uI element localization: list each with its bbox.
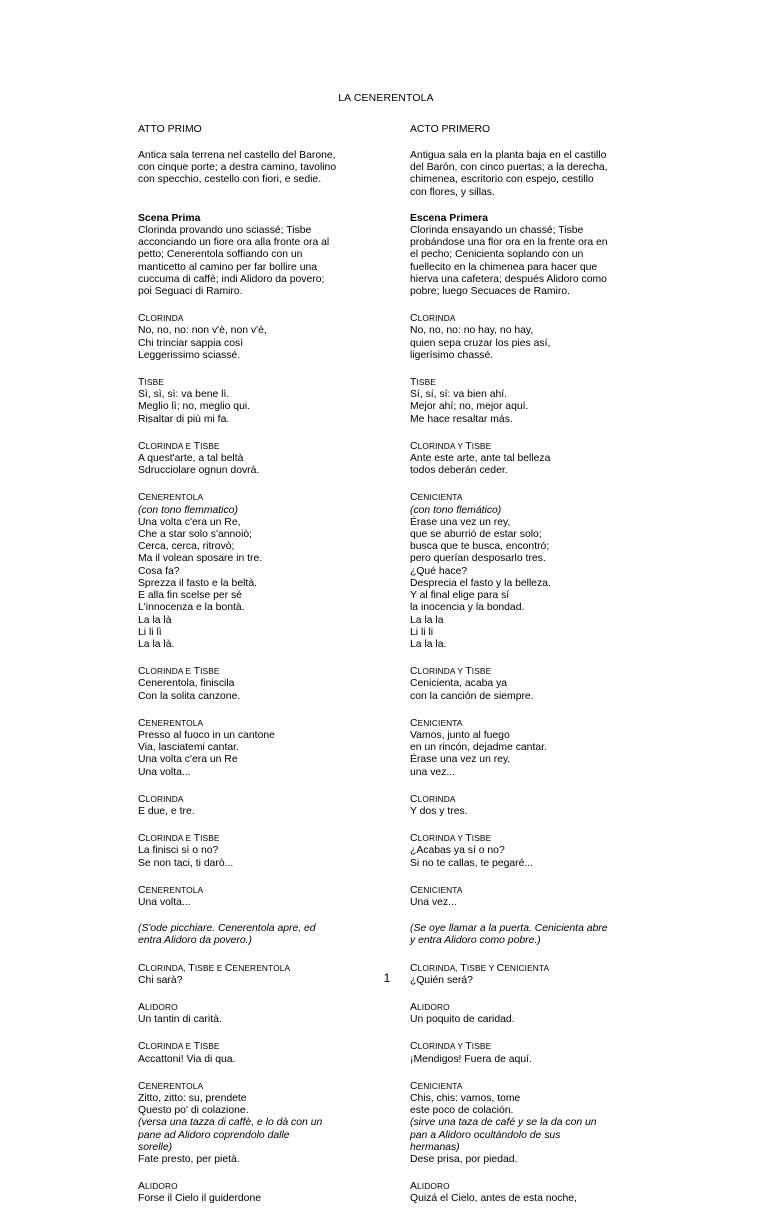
text-line: Via, lasciatemi cantar.	[138, 742, 239, 754]
text-line: La la la.	[410, 638, 447, 650]
spanish-column	[410, 491, 635, 651]
page-number: 1	[383, 971, 391, 985]
italian-column	[138, 213, 358, 298]
speaker-name: CLORINDA, TISBE Y CENICIENTA	[410, 962, 550, 974]
spanish-column	[410, 1001, 635, 1026]
text-line: Antigua sala en la planta baja en el castillo	[410, 150, 607, 161]
text-line: Risaltar di più mi fa.	[138, 413, 230, 425]
spanish-column	[410, 884, 635, 909]
text-line: Sì, sì, sì: va bene lì.	[138, 389, 230, 401]
speaker-name: CENERENTOLA	[138, 717, 204, 729]
libretto-row	[0, 1040, 768, 1065]
italian-column	[138, 491, 358, 651]
text-line: Ante este arte, ante tal belleza	[410, 453, 551, 465]
libretto-row	[0, 923, 768, 947]
stage-direction: hermanas)	[410, 1141, 460, 1153]
italian-column	[138, 717, 358, 779]
speaker-name: CLORINDA Y TISBE	[410, 1041, 492, 1053]
text-line: Cerca, cerca, ritrovò;	[138, 541, 235, 553]
text-line: Sdrucciolare ognun dovrà.	[138, 465, 260, 477]
italian-column	[138, 376, 358, 426]
speaker-name: CLORINDA E TISBE	[138, 440, 220, 452]
text-line: A quest'arte, a tal beltà	[138, 453, 244, 465]
speaker-name: ALIDORO	[138, 1181, 178, 1193]
speaker-name: CENICIENTA	[410, 492, 463, 504]
text-line: Li li li	[410, 626, 434, 638]
stage-direction: y entra Alidoro como pobre.)	[410, 935, 541, 947]
speaker-name: TISBE	[410, 377, 436, 389]
libretto-row	[0, 376, 768, 426]
italian-column	[138, 923, 358, 947]
speaker-name: TISBE	[138, 377, 164, 389]
text-line: Fate presto, per pietà.	[138, 1154, 240, 1165]
spanish-column	[410, 150, 635, 199]
text-line: probándose una flor ora en la frente ora en	[410, 237, 608, 249]
speaker-name: CENICIENTA	[410, 717, 463, 729]
text-line: Una volta...	[138, 766, 191, 778]
text-line: cuccuma di caffè; indi Alidoro da povero;	[138, 273, 325, 285]
stage-direction: (sirve una taza de café y se la da con un	[410, 1117, 597, 1129]
text-line: Mejor ahí; no, mejor aquí.	[410, 401, 529, 413]
text-line: La la là.	[138, 638, 175, 650]
scene-heading: Escena Primera	[410, 212, 488, 224]
text-line: manticetto al camino per far bollire una	[138, 261, 318, 273]
text-line: ligerísimo chassé.	[410, 349, 494, 361]
speaker-name: CENICIENTA	[410, 884, 463, 896]
text-line: L'innocenza e la bontà.	[138, 602, 245, 614]
libretto-row	[0, 1080, 768, 1166]
text-line: No, no, no: non v'è, non v'è,	[138, 325, 267, 337]
text-line: poi Seguaci di Ramiro.	[138, 286, 243, 298]
text-line: Che a star solo s'annoiò;	[138, 529, 253, 541]
text-line: petto; Cenerentola soffiando con un	[138, 249, 303, 261]
text-line: quien sepa cruzar los pies así,	[410, 337, 551, 349]
text-line: una vez...	[410, 766, 456, 778]
act-heading-spanish: ACTO PRIMERO	[410, 124, 491, 135]
stage-direction: (con tono flemático)	[410, 504, 502, 516]
text-line: que se aburrió de estar solo;	[410, 529, 542, 541]
text-line: Dese prisa, por piedad.	[410, 1154, 518, 1165]
italian-column	[138, 1180, 358, 1205]
text-line: la inocencia y la bondad.	[410, 602, 525, 614]
text-line: Cenicienta, acaba ya	[410, 678, 508, 690]
scene-heading: Scena Prima	[138, 212, 201, 224]
text-line: chimenea, escritorio con espejo, cestillo	[410, 174, 594, 186]
text-line: este poco de colación.	[410, 1105, 514, 1117]
italian-column	[138, 1080, 358, 1166]
stage-direction: pan a Alidoro ocultándolo de sus	[410, 1129, 561, 1141]
text-line: con cinque porte; a destra camino, tavolino	[138, 162, 337, 174]
spanish-column	[410, 1040, 635, 1065]
text-line: con flores, y sillas.	[410, 186, 495, 198]
libretto-row	[0, 884, 768, 909]
italian-column	[138, 793, 358, 818]
spanish-column	[410, 1080, 635, 1166]
text-line: Zitto, zitto: su, prendete	[138, 1092, 247, 1104]
speaker-name: ALIDORO	[410, 1181, 450, 1193]
text-line: Desprecia el fasto y la belleza.	[410, 577, 551, 589]
speaker-name: ALIDORO	[410, 1001, 450, 1013]
text-line: Un poquito de caridad.	[410, 1014, 515, 1026]
text-line: Meglio lì; no, meglio qui.	[138, 401, 251, 413]
text-line: Un tantin di carità.	[138, 1014, 222, 1026]
italian-column	[138, 1040, 358, 1065]
text-line: Clorinda ensayando un chassé; Tisbe	[410, 225, 584, 237]
text-line: Sí, sí, sí: va bien ahí.	[410, 389, 508, 401]
text-line: Sprezza il fasto e la beltà.	[138, 577, 257, 589]
speaker-name: CLORINDA	[410, 793, 456, 805]
spanish-column	[410, 312, 635, 362]
stage-direction: (con tono flemmatico)	[138, 504, 238, 516]
text-line: Me hace resaltar más.	[410, 413, 513, 425]
text-line: Li li lì	[138, 626, 162, 638]
speaker-name: CLORINDA Y TISBE	[410, 666, 492, 678]
text-line: Se non taci, ti darò...	[138, 857, 234, 869]
speaker-name: CENERENTOLA	[138, 884, 204, 896]
text-line: ¡Mendigos! Fuera de aquí.	[410, 1053, 532, 1065]
text-line: con specchio, cestello con fiori, e sedie.	[138, 174, 322, 186]
text-line: Clorinda provando uno sciassé; Tisbe	[138, 225, 312, 237]
text-line: Questo po' di colazione.	[138, 1105, 249, 1117]
speaker-name: CLORINDA	[138, 313, 184, 325]
speaker-name: CENICIENTA	[410, 1080, 463, 1092]
speaker-name: CENERENTOLA	[138, 492, 204, 504]
text-line: ¿Qué hace?	[410, 565, 468, 577]
text-line: La finisci sì o no?	[138, 845, 219, 857]
text-line: Chi trinciar sappia così	[138, 337, 244, 349]
spanish-column	[410, 832, 635, 870]
spanish-column	[410, 793, 635, 818]
italian-column	[138, 440, 358, 478]
text-line: pero querían desposarlo tres.	[410, 553, 546, 565]
speaker-name: CLORINDA	[138, 793, 184, 805]
spanish-column	[410, 923, 635, 947]
speaker-name: CLORINDA E TISBE	[138, 833, 220, 845]
text-line: Cosa fa?	[138, 565, 180, 577]
text-line: Érase una vez un rey,	[410, 754, 511, 766]
text-line: Una volta c'era un Re,	[138, 516, 241, 528]
libretto-text	[0, 150, 768, 1220]
libretto-row	[0, 832, 768, 870]
text-line: Una volta...	[138, 896, 191, 908]
text-line: busca que te busca, encontró;	[410, 541, 550, 553]
spanish-column	[410, 213, 635, 298]
text-line: E alla fin scelse per sé	[138, 590, 242, 602]
speaker-name: CLORINDA Y TISBE	[410, 440, 492, 452]
libretto-row	[0, 717, 768, 779]
italian-column	[138, 150, 358, 199]
text-line: Chi sarà?	[138, 974, 183, 986]
text-line: Con la solita canzone.	[138, 690, 241, 702]
text-line: acconciando un fiore ora alla fronte ora al	[138, 237, 330, 249]
text-line: Leggerissimo sciassé.	[138, 349, 241, 361]
text-line: fuellecito en la chimenea para hacer que	[410, 261, 598, 273]
speaker-name: CLORINDA, TISBE E CENERENTOLA	[138, 962, 291, 974]
speaker-name: CLORINDA E TISBE	[138, 1041, 220, 1053]
italian-column	[138, 665, 358, 703]
italian-column	[138, 312, 358, 362]
speaker-name: CLORINDA	[410, 313, 456, 325]
stage-direction: (Se oye llamar a la puerta. Cenicienta abre	[410, 923, 608, 935]
libretto-row	[0, 1180, 768, 1205]
libretto-row	[0, 1001, 768, 1026]
libretto-row	[0, 440, 768, 478]
stage-direction: (versa una tazza di caffè, e lo dà con un	[138, 1117, 323, 1129]
spanish-column	[410, 1180, 635, 1205]
text-line: Ma il volean sposare in tre.	[138, 553, 263, 565]
text-line: La la là	[138, 614, 172, 626]
text-line: con la canción de siempre.	[410, 690, 534, 702]
spanish-column	[410, 440, 635, 478]
text-line: el pecho; Cenicienta soplando con un	[410, 249, 584, 261]
text-line: del Barón, con cinco puertas; a la derecha,	[410, 162, 608, 174]
text-line: Una volta c'era un Re	[138, 754, 238, 766]
italian-column	[138, 832, 358, 870]
text-line: Érase una vez un rey,	[410, 516, 511, 528]
text-line: hierva una cafetera; después Alidoro como	[410, 273, 607, 285]
libretto-row	[0, 665, 768, 703]
libretto-row	[0, 312, 768, 362]
spanish-column	[410, 665, 635, 703]
text-line: Y dos y tres.	[410, 805, 468, 817]
text-line: Presso al fuoco in un cantone	[138, 729, 275, 741]
libretto-row	[0, 491, 768, 651]
page-title: LA CENERENTOLA	[338, 93, 434, 104]
act-heading-italian: ATTO PRIMO	[138, 124, 202, 135]
italian-column	[138, 884, 358, 909]
text-line: pobre; luego Secuaces de Ramiro.	[410, 286, 570, 298]
text-line: Forse il Cielo il guiderdone	[138, 1193, 262, 1205]
text-line: Chis, chis: vamos, tome	[410, 1092, 521, 1104]
text-line: Antica sala terrena nel castello del Barone,	[138, 150, 336, 161]
text-line: E due, e tre.	[138, 805, 195, 817]
text-line: No, no, no: no hay, no hay,	[410, 325, 534, 337]
text-line: Una vez...	[410, 896, 457, 908]
stage-direction: (S'ode picchiare. Cenerentola apre, ed	[138, 923, 316, 935]
text-line: Vamos, junto al fuego	[410, 729, 510, 741]
text-line: en un rincón, dejadme cantar.	[410, 742, 547, 754]
text-line: Y al final elige para sí	[410, 590, 510, 602]
speaker-name: CLORINDA Y TISBE	[410, 833, 492, 845]
speaker-name: CLORINDA E TISBE	[138, 666, 220, 678]
text-line: Si no te callas, te pegaré...	[410, 857, 534, 869]
text-line: ¿Quién será?	[410, 974, 473, 986]
speaker-name: ALIDORO	[138, 1001, 178, 1013]
libretto-row	[0, 793, 768, 818]
spanish-column	[410, 376, 635, 426]
speaker-name: CENERENTOLA	[138, 1080, 204, 1092]
italian-column	[138, 1001, 358, 1026]
libretto-row	[0, 213, 768, 298]
text-line: todos deberán ceder.	[410, 465, 508, 477]
text-line: Accattoni! Via di qua.	[138, 1053, 236, 1065]
stage-direction: sorelle)	[138, 1141, 173, 1153]
stage-direction: pane ad Alidoro coprendolo dalle	[138, 1129, 290, 1141]
spanish-column	[410, 717, 635, 779]
stage-direction: entra Alidoro da povero.)	[138, 935, 252, 947]
libretto-row	[0, 150, 768, 199]
text-line: La la la	[410, 614, 444, 626]
text-line: Quizá el Cielo, antes de esta noche,	[410, 1193, 577, 1205]
text-line: Cenerentola, finiscila	[138, 678, 235, 690]
text-line: ¿Acabas ya sí o no?	[410, 845, 505, 857]
